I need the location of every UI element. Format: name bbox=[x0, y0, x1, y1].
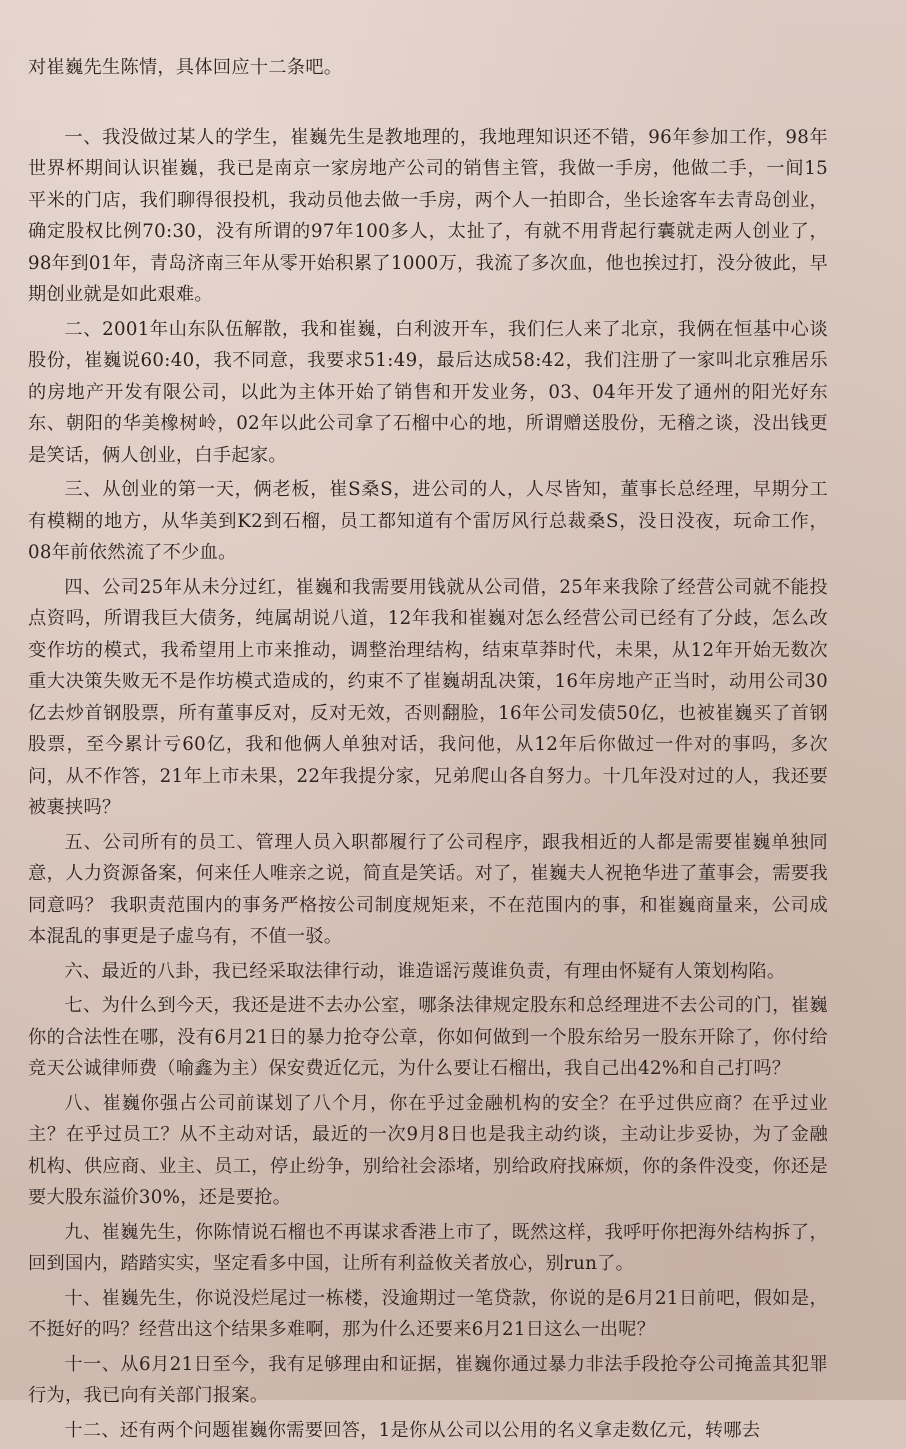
point-6: 六、最近的八卦，我已经采取法律行动，谁造谣污蔑谁负责，有理由怀疑有人策划构陷。 bbox=[64, 960, 786, 982]
point-7: 七、为什么到今天，我还是进不去办公室，哪条法律规定股东和总经理进不去公司的门，崔巍你的合法性在哪，没有6月21日的暴力抢夺公章，你如何做到一个股东给另一股东开除了，你付给竞天公诚律师费（喻鑫为主）保安费近亿元，为什么要让石榴出，我自己出42%和自己打吗？ bbox=[28, 995, 828, 1079]
point-10: 十、崔巍先生，你说没烂尾过一栋楼，没逾期过一笔贷款，你说的是6月21日前吧，假如是，不挺好的吗？经营出这个结果多难啊，那为什么还要来6月21日这么一出呢？ bbox=[28, 1287, 828, 1340]
point-12: 十二、还有两个问题崔巍你需要回答，1是你从公司以公用的名义拿走数亿元，转哪去 bbox=[64, 1419, 761, 1441]
opening-line: 对崔巍先生陈情，具体回应十二条吧。 bbox=[28, 57, 343, 78]
point-3: 三、从创业的第一天，俩老板，崔S桑S，进公司的人，人尽皆知，董事长总经理，早期分工有模糊的地方，从华美到K2到石榴，员工都知道有个雷厉风行总裁桑S，没日没夜，玩命工作，08年前依然流了不少血。 bbox=[28, 479, 828, 563]
point-1: 一、我没做过某人的学生，崔巍先生是教地理的，我地理知识还不错，96年参加工作，98年世界杯期间认识崔巍，我已是南京一家房地产公司的销售主管，我做一手房，他做二手，一间15平米的门店，我们聊得很投机，我动员他去做一手房，两个人一拍即合，坐长途客车去青岛创业，确定股权比例70:30，没有所谓的97年100多人，太扯了，有就不用背起行囊就走两人创业了，98年到01年，青岛济南三年从零开始积累了1000万，我流了多次血，他也挨过打，没分彼此，早期创业就是如此艰难。 bbox=[28, 126, 828, 305]
point-2: 二、2001年山东队伍解散，我和崔巍，白利波开车，我们仨人来了北京，我俩在恒基中心谈股份，崔巍说60:40，我不同意，我要求51:49，最后达成58:42，我们注册了一家叫北京雅居乐的房地产开发有限公司，以此为主体开始了销售和开发业务，03、04年开发了通州的阳光好东东、朝阳的华美橡树岭，02年以此公司拿了石榴中心的地，所谓赠送股份，无稽之谈，没出钱更是笑话，俩人创业，白手起家。 bbox=[28, 318, 828, 466]
point-8: 八、崔巍你强占公司前谋划了八个月，你在乎过金融机构的安全？在乎过供应商？在乎过业主？在乎过员工？从不主动对话，最近的一次9月8日也是我主动约谈，主动让步妥协，为了金融机构、供应商、业主、员工，停止纷争，别给社会添堵，别给政府找麻烦，你的条件没变，你还是要大股东溢价30%，还是要抢。 bbox=[28, 1092, 828, 1208]
point-11: 十一、从6月21日至今，我有足够理由和证据，崔巍你通过暴力非法手段抢夺公司掩盖其犯罪行为，我已向有关部门报案。 bbox=[28, 1353, 828, 1406]
point-4: 四、公司25年从未分过红，崔巍和我需要用钱就从公司借，25年来我除了经营公司就不能投点资吗，所谓我巨大债务，纯属胡说八道，12年我和崔巍对怎么经营公司已经有了分歧，怎么改变作坊的模式，我希望用上市来推动，调整治理结构，结束草莽时代，未果，从12年开始无数次重大决策失败无不是作坊模式造成的，约束不了崔巍胡乱决策，16年房地产正当时，动用公司30亿去炒首钢股票，所有董事反对，反对无效，否则翻脸，16年公司发债50亿，也被崔巍买了首钢股票，至今累计亏60亿，我和他俩人单独对话，我问他，从12年后你做过一件对的事吗，多次问，从不作答，21年上市未果，22年我提分家，兄弟爬山各自努力。十几年没对过的人，我还要被裹挟吗？ bbox=[28, 576, 828, 818]
point-9: 九、崔巍先生，你陈情说石榴也不再谋求香港上市了，既然这样，我呼吁你把海外结构拆了，回到国内，踏踏实实，坚定看多中国，让所有利益攸关者放心，别run了。 bbox=[28, 1221, 828, 1274]
letter-body bbox=[28, 52, 828, 1449]
point-5: 五、公司所有的员工、管理人员入职都履行了公司程序，跟我相近的人都是需要崔巍单独同意，人力资源备案，何来任人唯亲之说，简直是笑话。对了，崔巍夫人祝艳华进了董事会，需要我同意吗？ 我职责范围内的事务严格按公司制度规矩来，不在范围内的事，和崔巍商量来，公司成本混乱的事更是子虚乌有，不值一驳。 bbox=[28, 831, 828, 947]
